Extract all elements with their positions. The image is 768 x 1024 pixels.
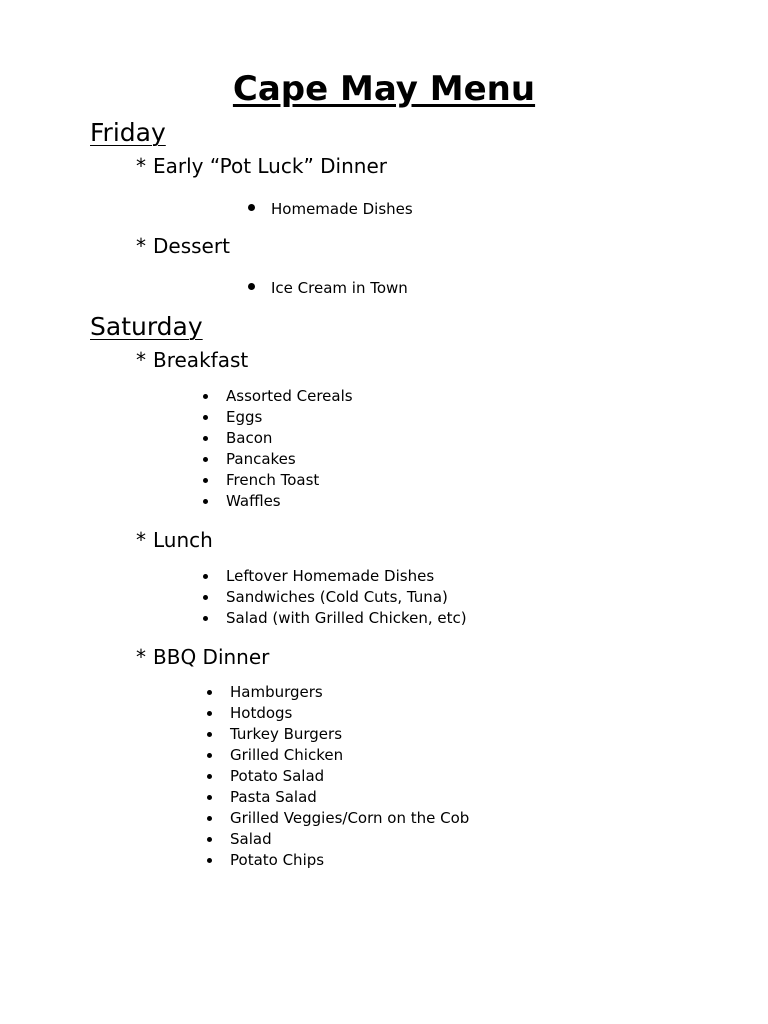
bullet-icon (203, 499, 208, 504)
list-item: Hotdogs (207, 703, 469, 724)
bullet-icon (248, 283, 255, 290)
list-item: Grilled Chicken (207, 745, 469, 766)
list-item: Turkey Burgers (207, 724, 469, 745)
saturday-lunch-items (203, 566, 467, 629)
bullet-icon (207, 732, 212, 737)
meal-name: Lunch (153, 528, 213, 552)
meal-heading-lunch (136, 527, 213, 553)
page-title: Cape May Menu (232, 69, 536, 109)
bullet-icon (207, 858, 212, 863)
list-item: Ice Cream in Town (248, 278, 408, 299)
bullet-icon (207, 711, 212, 716)
meal-name: BBQ Dinner (153, 645, 270, 669)
bullet-icon (207, 774, 212, 779)
day-heading-saturday: Saturday (90, 312, 203, 341)
list-item: Potato Salad (207, 766, 469, 787)
list-item: Waffles (203, 491, 353, 512)
meal-heading-bbq-dinner (136, 644, 269, 670)
meal-heading-dessert (136, 233, 230, 259)
day-heading-friday: Friday (90, 118, 166, 147)
meal-name: Early “Pot Luck” Dinner (153, 154, 387, 178)
saturday-bbq-dinner-items (207, 682, 469, 871)
list-item: Potato Chips (207, 850, 469, 871)
list-item: Pasta Salad (207, 787, 469, 808)
list-item: Salad (207, 829, 469, 850)
list-item: Homemade Dishes (248, 199, 413, 220)
bullet-icon (203, 595, 208, 600)
saturday-breakfast-items (203, 386, 353, 512)
list-item: Pancakes (203, 449, 353, 470)
list-item: Assorted Cereals (203, 386, 353, 407)
list-item: French Toast (203, 470, 353, 491)
list-item: Grilled Veggies/Corn on the Cob (207, 808, 469, 829)
list-item: Bacon (203, 428, 353, 449)
meal-marker: * (136, 528, 146, 552)
bullet-icon (207, 753, 212, 758)
bullet-icon (207, 816, 212, 821)
bullet-icon (203, 478, 208, 483)
bullet-icon (207, 690, 212, 695)
list-item: Eggs (203, 407, 353, 428)
bullet-icon (203, 436, 208, 441)
bullet-icon (203, 394, 208, 399)
bullet-icon (203, 574, 208, 579)
meal-name: Breakfast (153, 348, 249, 372)
meal-marker: * (136, 645, 146, 669)
friday-dessert-items (248, 278, 408, 299)
friday-dinner-items (248, 199, 413, 220)
meal-marker: * (136, 154, 146, 178)
meal-name: Dessert (153, 234, 230, 258)
meal-marker: * (136, 234, 146, 258)
bullet-icon (248, 204, 255, 211)
meal-heading-breakfast (136, 347, 248, 373)
list-item: Hamburgers (207, 682, 469, 703)
meal-marker: * (136, 348, 146, 372)
bullet-icon (203, 415, 208, 420)
bullet-icon (203, 616, 208, 621)
bullet-icon (207, 795, 212, 800)
list-item: Salad (with Grilled Chicken, etc) (203, 608, 467, 629)
bullet-icon (207, 837, 212, 842)
meal-heading-early-pot-luck-dinner (136, 153, 387, 179)
list-item: Leftover Homemade Dishes (203, 566, 467, 587)
list-item: Sandwiches (Cold Cuts, Tuna) (203, 587, 467, 608)
bullet-icon (203, 457, 208, 462)
